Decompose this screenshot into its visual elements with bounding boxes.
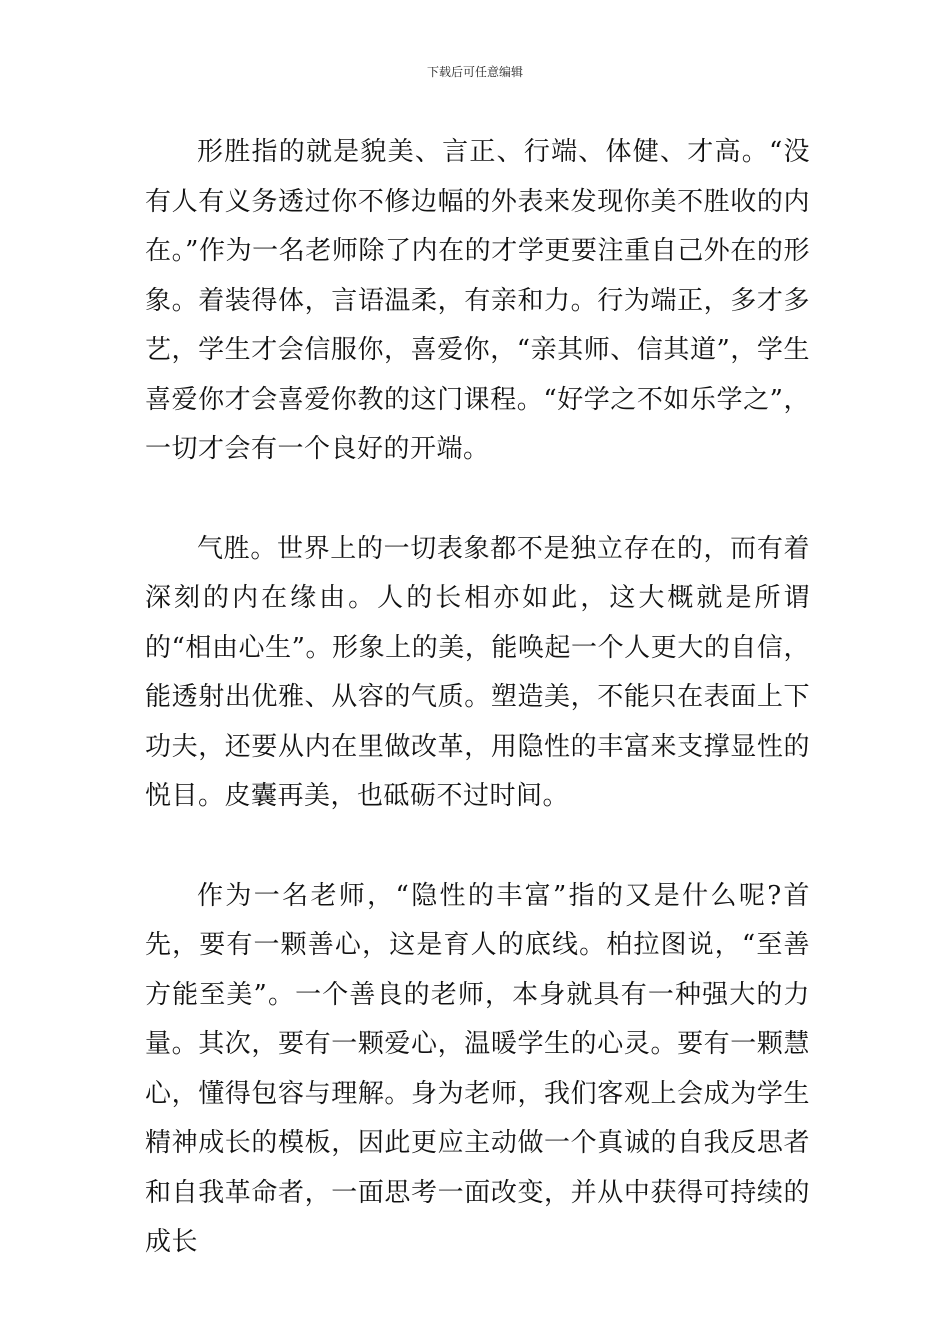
paragraph-2: 气胜。世界上的一切表象都不是独立存在的，而有着深刻的内在缘由。人的长相亦如此，这大概就是所谓的“相由心生”。形象上的美，能唤起一个人更大的自信，能透射出优雅、从容的气质。塑造美，不能只在表面上下功夫，还要从内在里做改革，用隐性的丰富来支撑显性的悦目。皮囊再美，也砥砺不过时间。 — [145, 533, 810, 811]
paragraph-3: 作为一名老师，“隐性的丰富”指的又是什么呢?首先，要有一颗善心，这是育人的底线。柏拉图说，“至善方能至美”。一个善良的老师，本身就具有一种强大的力量。其次，要有一颗爱心，温暖学生的心灵。要有一颗慧心，懂得包容与理解。身为老师，我们客观上会成为学生精神成长的模板，因此更应主动做一个真诚的自我反思者和自我革命者，一面思考一面改变，并从中获得可持续的成长 — [145, 880, 810, 1257]
document-body — [145, 128, 810, 1318]
page-header: 下载后可任意编辑 — [426, 65, 523, 79]
paragraph-1: 形胜指的就是貌美、言正、行端、体健、才高。“没有人有义务透过你不修边幅的外表来发现你美不胜收的内在。”作为一名老师除了内在的才学更要注重自己外在的形象。着装得体，言语温柔，有亲和力。行为端正，多才多艺，学生才会信服你，喜爱你，“亲其师、信其道”，学生喜爱你才会喜爱你教的这门课程。“好学之不如乐学之”，一切才会有一个良好的开端。 — [145, 137, 810, 464]
